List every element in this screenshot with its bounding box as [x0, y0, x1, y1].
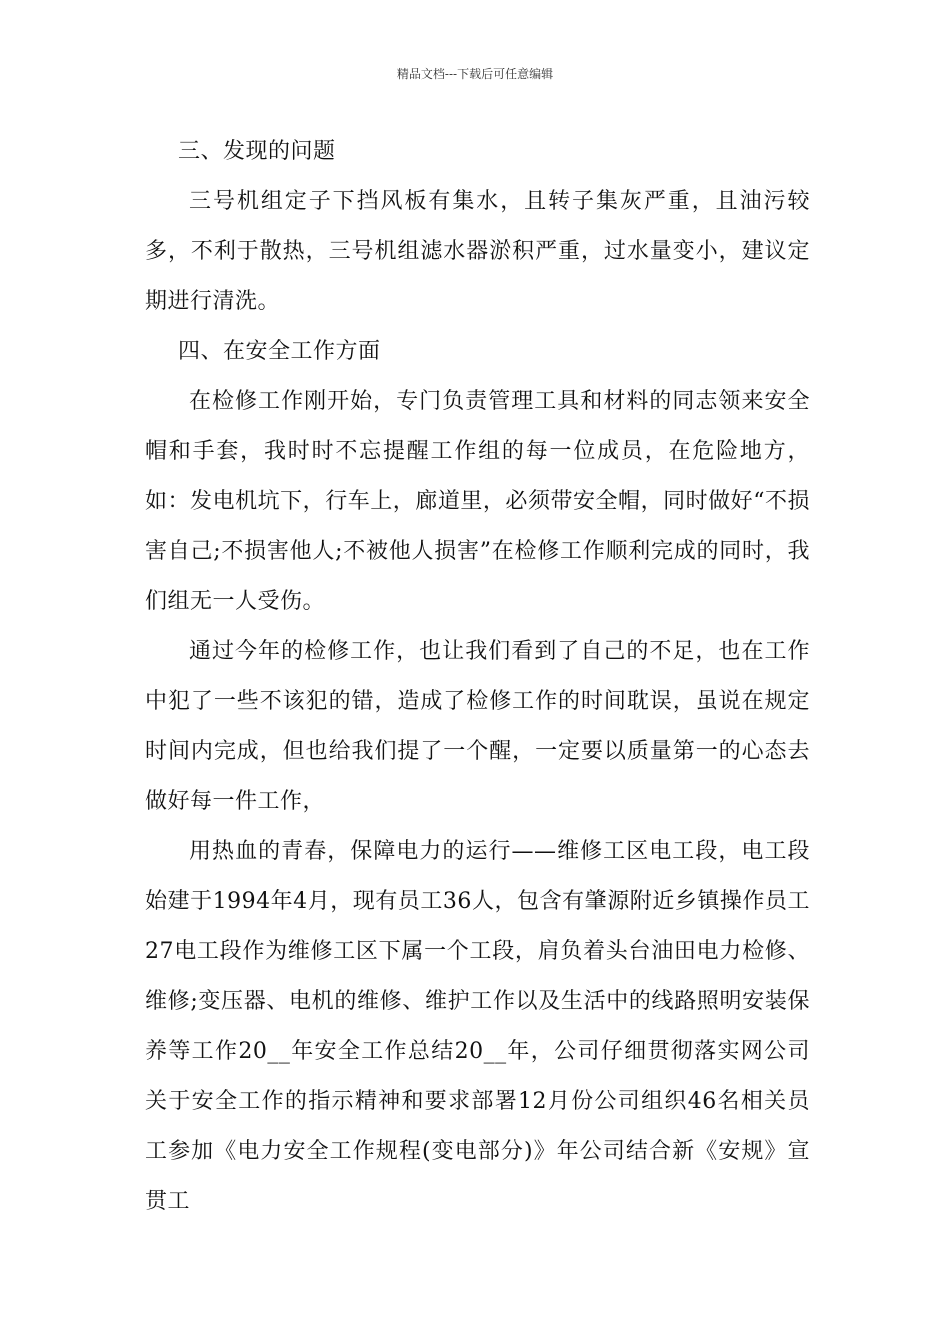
- paragraph-problems: 三号机组定子下挡风板有集水，且转子集灰严重，且油污较多，不利于散热，三号机组滤水器淤积严重，过水量变小，建议定期进行清洗。: [145, 189, 810, 314]
- section-heading-problems: 三、发现的问题: [178, 139, 336, 164]
- paragraph-shortcomings: 通过今年的检修工作，也让我们看到了自己的不足，也在工作中犯了一些不该犯的错，造成了检修工作的时间耽误，虽说在规定时间内完成，但也给我们提了一个醒，一定要以质量第一的心态去做好每一件工作，: [145, 639, 810, 814]
- paragraph-electrical-section: 用热血的青春，保障电力的运行——维修工区电工段，电工段始建于1994年4月，现有员工36人，包含有肇源附近乡镇操作员工27电工段作为维修工区下属一个工段，肩负着头台油田电力检修、维修;变压器、电机的维修、维护工作以及生活中的线路照明安装保养等工作20__年安全工作总结20__年，公司仔细贯彻落实网公司关于安全工作的指示精神和要求部署12月份公司组织46名相关员工参加《电力安全工作规程(变电部分)》年公司结合新《安规》宣贯工: [145, 839, 810, 1214]
- document-body: [145, 127, 810, 1227]
- paragraph-safety: 在检修工作刚开始，专门负责管理工具和材料的同志领来安全帽和手套，我时时不忘提醒工作组的每一位成员，在危险地方，如：发电机坑下，行车上，廊道里，必须带安全帽，同时做好“不损害自己;不损害他人;不被他人损害”在检修工作顺利完成的同时，我们组无一人受伤。: [145, 389, 810, 614]
- section-heading-safety: 四、在安全工作方面: [178, 339, 381, 364]
- page-header: 精品文档---下载后可任意编辑: [396, 67, 554, 81]
